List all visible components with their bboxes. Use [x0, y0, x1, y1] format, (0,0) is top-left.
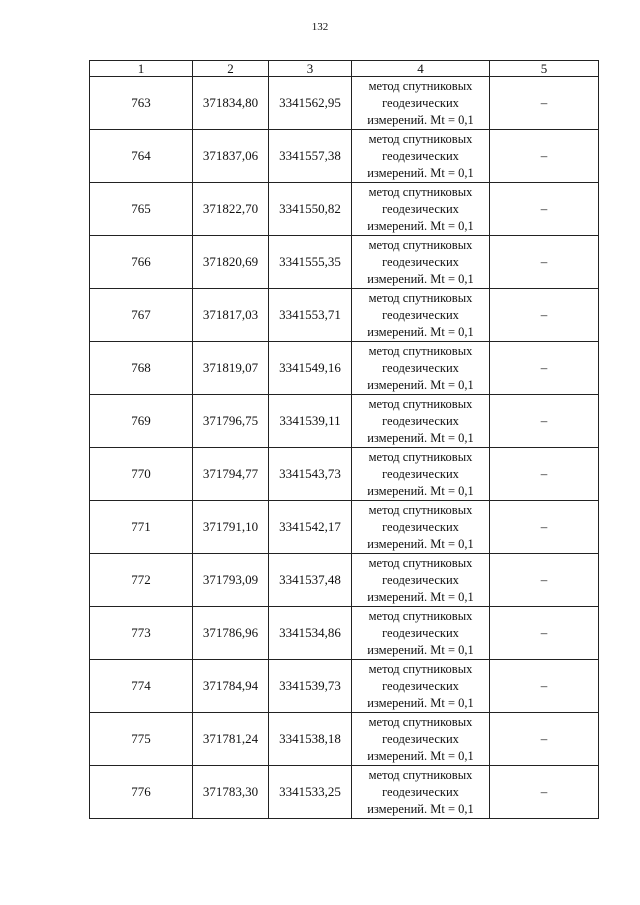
column-5-cell: – — [490, 77, 599, 130]
y-coordinate-cell: 3341533,25 — [269, 766, 352, 819]
column-header-3: 3 — [269, 61, 352, 77]
method-line: измерений. Mt = 0,1 — [367, 430, 474, 445]
point-number-cell: 765 — [90, 183, 193, 236]
method-line: измерений. Mt = 0,1 — [367, 642, 474, 657]
method-line: измерений. Mt = 0,1 — [367, 377, 474, 392]
y-coordinate-cell: 3341539,11 — [269, 395, 352, 448]
table-row — [90, 342, 599, 395]
x-coordinate-cell: 371783,30 — [193, 766, 269, 819]
method-line: метод спутниковых — [368, 555, 473, 570]
point-number-cell: 770 — [90, 448, 193, 501]
y-coordinate-cell: 3341538,18 — [269, 713, 352, 766]
method-line: геодезических — [382, 784, 459, 799]
method-line: геодезических — [382, 466, 459, 481]
table-row — [90, 395, 599, 448]
point-number-cell: 769 — [90, 395, 193, 448]
table-row — [90, 766, 599, 819]
y-coordinate-cell: 3341557,38 — [269, 130, 352, 183]
method-line: геодезических — [382, 95, 459, 110]
point-number-cell: 766 — [90, 236, 193, 289]
y-coordinate-cell: 3341562,95 — [269, 77, 352, 130]
table-row — [90, 660, 599, 713]
method-cell — [352, 77, 490, 130]
column-header-5: 5 — [490, 61, 599, 77]
method-line: метод спутниковых — [368, 184, 473, 199]
method-cell — [352, 501, 490, 554]
column-5-cell: – — [490, 395, 599, 448]
column-5-cell: – — [490, 448, 599, 501]
x-coordinate-cell: 371793,09 — [193, 554, 269, 607]
method-cell — [352, 448, 490, 501]
y-coordinate-cell: 3341550,82 — [269, 183, 352, 236]
method-line: метод спутниковых — [368, 78, 473, 93]
x-coordinate-cell: 371786,96 — [193, 607, 269, 660]
table-row — [90, 236, 599, 289]
x-coordinate-cell: 371796,75 — [193, 395, 269, 448]
method-cell — [352, 183, 490, 236]
method-line: измерений. Mt = 0,1 — [367, 536, 474, 551]
point-number-cell: 763 — [90, 77, 193, 130]
method-line: метод спутниковых — [368, 449, 473, 464]
x-coordinate-cell: 371817,03 — [193, 289, 269, 342]
method-line: метод спутниковых — [368, 502, 473, 517]
method-cell — [352, 607, 490, 660]
column-5-cell: – — [490, 342, 599, 395]
table-row — [90, 501, 599, 554]
method-cell — [352, 342, 490, 395]
method-line: измерений. Mt = 0,1 — [367, 483, 474, 498]
column-header-1: 1 — [90, 61, 193, 77]
column-5-cell: – — [490, 130, 599, 183]
x-coordinate-cell: 371837,06 — [193, 130, 269, 183]
method-line: геодезических — [382, 731, 459, 746]
coordinates-table — [89, 60, 599, 819]
column-5-cell: – — [490, 183, 599, 236]
method-cell — [352, 554, 490, 607]
method-line: геодезических — [382, 254, 459, 269]
column-5-cell: – — [490, 607, 599, 660]
method-line: геодезических — [382, 201, 459, 216]
method-line: измерений. Mt = 0,1 — [367, 218, 474, 233]
column-5-cell: – — [490, 236, 599, 289]
column-header-4: 4 — [352, 61, 490, 77]
column-5-cell: – — [490, 289, 599, 342]
point-number-cell: 774 — [90, 660, 193, 713]
y-coordinate-cell: 3341555,35 — [269, 236, 352, 289]
method-line: измерений. Mt = 0,1 — [367, 801, 474, 816]
method-line: геодезических — [382, 572, 459, 587]
y-coordinate-cell: 3341542,17 — [269, 501, 352, 554]
point-number-cell: 771 — [90, 501, 193, 554]
method-line: геодезических — [382, 307, 459, 322]
point-number-cell: 773 — [90, 607, 193, 660]
method-cell — [352, 289, 490, 342]
method-line: метод спутниковых — [368, 396, 473, 411]
method-line: метод спутниковых — [368, 714, 473, 729]
x-coordinate-cell: 371834,80 — [193, 77, 269, 130]
y-coordinate-cell: 3341553,71 — [269, 289, 352, 342]
x-coordinate-cell: 371794,77 — [193, 448, 269, 501]
point-number-cell: 767 — [90, 289, 193, 342]
x-coordinate-cell: 371791,10 — [193, 501, 269, 554]
column-5-cell: – — [490, 660, 599, 713]
method-cell — [352, 236, 490, 289]
method-line: измерений. Mt = 0,1 — [367, 165, 474, 180]
page-number: 132 — [311, 21, 329, 33]
method-line: геодезических — [382, 678, 459, 693]
table-row — [90, 554, 599, 607]
table-row — [90, 607, 599, 660]
method-line: измерений. Mt = 0,1 — [367, 748, 474, 763]
y-coordinate-cell: 3341549,16 — [269, 342, 352, 395]
y-coordinate-cell: 3341543,73 — [269, 448, 352, 501]
column-5-cell: – — [490, 501, 599, 554]
header-row — [90, 61, 599, 77]
x-coordinate-cell: 371784,94 — [193, 660, 269, 713]
method-line: метод спутниковых — [368, 661, 473, 676]
method-line: геодезических — [382, 519, 459, 534]
x-coordinate-cell: 371781,24 — [193, 713, 269, 766]
column-5-cell: – — [490, 713, 599, 766]
method-cell — [352, 130, 490, 183]
table-row — [90, 183, 599, 236]
y-coordinate-cell: 3341539,73 — [269, 660, 352, 713]
method-line: метод спутниковых — [368, 237, 473, 252]
method-line: геодезических — [382, 625, 459, 640]
method-line: метод спутниковых — [368, 131, 473, 146]
y-coordinate-cell: 3341537,48 — [269, 554, 352, 607]
method-line: измерений. Mt = 0,1 — [367, 324, 474, 339]
method-line: метод спутниковых — [368, 608, 473, 623]
method-cell — [352, 766, 490, 819]
method-cell — [352, 395, 490, 448]
method-cell — [352, 713, 490, 766]
point-number-cell: 768 — [90, 342, 193, 395]
x-coordinate-cell: 371822,70 — [193, 183, 269, 236]
point-number-cell: 775 — [90, 713, 193, 766]
method-line: измерений. Mt = 0,1 — [367, 271, 474, 286]
method-line: метод спутниковых — [368, 767, 473, 782]
column-5-cell: – — [490, 766, 599, 819]
method-line: геодезических — [382, 148, 459, 163]
x-coordinate-cell: 371820,69 — [193, 236, 269, 289]
table-body — [90, 77, 599, 819]
table-row — [90, 289, 599, 342]
method-line: метод спутниковых — [368, 290, 473, 305]
table-row — [90, 713, 599, 766]
method-line: геодезических — [382, 413, 459, 428]
table-row — [90, 130, 599, 183]
method-line: метод спутниковых — [368, 343, 473, 358]
method-line: измерений. Mt = 0,1 — [367, 695, 474, 710]
column-5-cell: – — [490, 554, 599, 607]
point-number-cell: 764 — [90, 130, 193, 183]
y-coordinate-cell: 3341534,86 — [269, 607, 352, 660]
column-header-2: 2 — [193, 61, 269, 77]
method-line: геодезических — [382, 360, 459, 375]
point-number-cell: 772 — [90, 554, 193, 607]
method-line: измерений. Mt = 0,1 — [367, 589, 474, 604]
table-row — [90, 77, 599, 130]
table-row — [90, 448, 599, 501]
x-coordinate-cell: 371819,07 — [193, 342, 269, 395]
method-cell — [352, 660, 490, 713]
method-line: измерений. Mt = 0,1 — [367, 112, 474, 127]
point-number-cell: 776 — [90, 766, 193, 819]
